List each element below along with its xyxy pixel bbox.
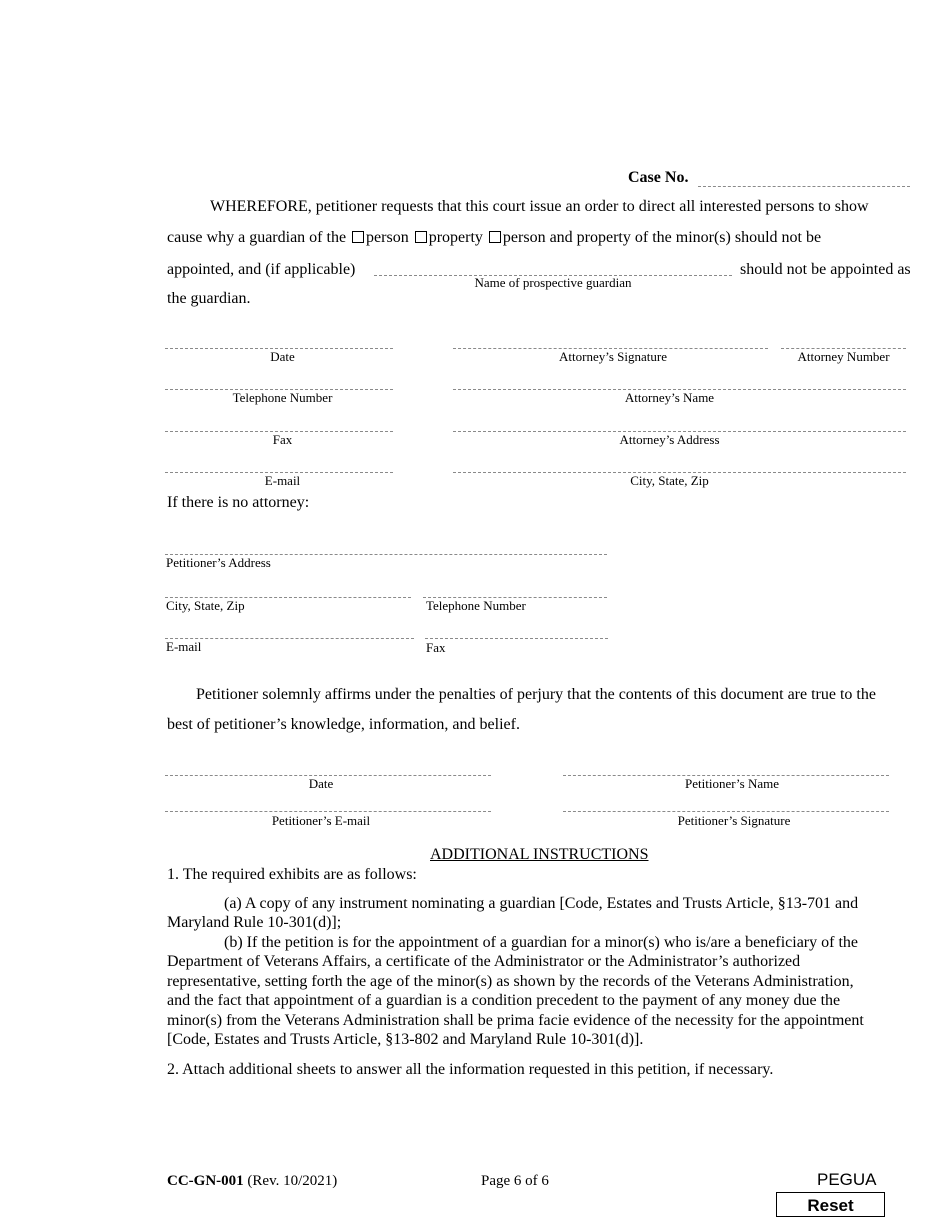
email-input[interactable] <box>165 457 393 471</box>
petitioner-telephone-input[interactable] <box>423 582 607 596</box>
petitioner-fax-underline <box>425 638 608 639</box>
signature-petitioner-email-input[interactable] <box>165 796 491 810</box>
instructions-item-1b-line-3: representative, setting forth the age of the minor(s) as shown by the records of the Veterans Administration, <box>167 973 854 990</box>
wherefore-line-3-prefix: appointed, and (if applicable) <box>167 261 356 278</box>
instructions-item-1b-line-1: (b) If the petition is for the appointment of a guardian for a minor(s) who is/are a beneficiary of the <box>224 934 858 951</box>
telephone-input[interactable] <box>165 374 393 388</box>
wherefore-line-1: WHEREFORE, petitioner requests that this court issue an order to direct all interested persons to show <box>210 198 869 215</box>
instructions-item-1a-line-2: Maryland Rule 10-301(d)]; <box>167 914 342 931</box>
instructions-item-1b-line-6: [Code, Estates and Trusts Article, §13-802 and Maryland Rule 10-301(d)]. <box>167 1031 644 1048</box>
form-id: CC-GN-001 <box>167 1173 244 1189</box>
page-number: Page 6 of 6 <box>481 1173 549 1189</box>
instructions-item-1b-line-2: Department of Veterans Affairs, a certificate of the Administrator or the Administrator’s authorized <box>167 953 801 970</box>
attorney-signature-input[interactable] <box>453 333 768 347</box>
case-no-underline <box>698 186 910 187</box>
petitioner-fax-input[interactable] <box>425 623 608 637</box>
petitioner-telephone-label: Telephone Number <box>426 598 526 613</box>
wherefore-line-4: the guardian. <box>167 290 251 307</box>
wherefore-line-2 <box>167 229 821 247</box>
instructions-item-2: 2. Attach additional sheets to answer all the information requested in this petition, if necessary. <box>167 1061 774 1078</box>
checkbox-person-and-property[interactable] <box>489 231 501 243</box>
attorney-name-label: Attorney’s Name <box>624 390 715 405</box>
form-revision: (Rev. 10/2021) <box>247 1173 338 1189</box>
petitioner-city-state-zip-input[interactable] <box>165 582 411 596</box>
option-both-label: person and property of the minor(s) should not be <box>502 229 822 246</box>
attorney-city-state-zip-input[interactable] <box>453 457 906 471</box>
instructions-title: ADDITIONAL INSTRUCTIONS <box>430 846 649 863</box>
petitioner-email-underline <box>165 638 414 639</box>
petitioner-city-state-zip-label: City, State, Zip <box>166 598 245 613</box>
petitioner-fax-label: Fax <box>426 640 446 655</box>
instructions-item-1: 1. The required exhibits are as follows: <box>167 866 417 883</box>
date-input[interactable] <box>165 333 393 347</box>
checkbox-person[interactable] <box>352 231 364 243</box>
reset-button[interactable]: Reset <box>776 1192 885 1217</box>
petitioner-address-label: Petitioner’s Address <box>166 555 271 570</box>
petitioner-signature-label: Petitioner’s Signature <box>677 813 791 828</box>
petitioner-signature-input[interactable] <box>563 796 889 810</box>
signature-petitioner-email-underline <box>165 811 491 812</box>
checkbox-property[interactable] <box>415 231 427 243</box>
attorney-signature-label: Attorney’s Signature <box>559 349 667 364</box>
instructions-item-1b-line-5: minor(s) from the Veterans Administration shall be prima facie evidence of the necessity for the appointment <box>167 1012 864 1029</box>
affirmation-line-2: best of petitioner’s knowledge, information, and belief. <box>167 716 520 733</box>
affirmation-line-1: Petitioner solemnly affirms under the penalties of perjury that the contents of this document are true to the <box>196 686 876 703</box>
instructions-item-1b-line-4: and the fact that appointment of a guardian is a condition precedent to the payment of any money due the <box>167 992 841 1009</box>
attorney-number-input[interactable] <box>781 333 906 347</box>
petitioner-signature-underline <box>563 811 889 812</box>
wherefore-line-2-prefix: cause why a guardian of the <box>167 229 347 246</box>
petitioner-email-input[interactable] <box>165 623 414 637</box>
telephone-label: Telephone Number <box>232 390 333 405</box>
petitioner-name-label: Petitioner’s Name <box>685 776 779 791</box>
wherefore-line-3-suffix: should not be appointed as <box>740 261 911 278</box>
petitioner-name-input[interactable] <box>563 760 889 774</box>
petitioner-address-input[interactable] <box>165 539 607 553</box>
fax-input[interactable] <box>165 416 393 430</box>
form-code: PEGUA <box>817 1170 877 1189</box>
footer-form-id <box>167 1173 337 1190</box>
option-person-label: person <box>366 229 409 246</box>
no-attorney-heading: If there is no attorney: <box>167 494 310 511</box>
case-no-label: Case No. <box>628 169 689 186</box>
attorney-city-state-zip-label: City, State, Zip <box>630 473 709 488</box>
attorney-number-label: Attorney Number <box>797 349 890 364</box>
attorney-name-input[interactable] <box>453 374 906 388</box>
attorney-address-label: Attorney’s Address <box>619 432 720 447</box>
fax-label: Fax <box>272 432 293 447</box>
prospective-guardian-label: Name of prospective guardian <box>474 275 632 290</box>
signature-date-input[interactable] <box>165 760 491 774</box>
prospective-guardian-name-input[interactable] <box>374 261 732 275</box>
petitioner-email-label: E-mail <box>166 639 202 654</box>
attorney-address-input[interactable] <box>453 416 906 430</box>
instructions-item-1a-line-1: (a) A copy of any instrument nominating a guardian [Code, Estates and Trusts Article, §13-701 and <box>224 895 859 912</box>
signature-date-label: Date <box>308 776 334 791</box>
case-no-input[interactable] <box>698 171 910 185</box>
email-label: E-mail <box>264 473 301 488</box>
option-property-label: property <box>428 229 483 246</box>
signature-petitioner-email-label: Petitioner’s E-mail <box>271 813 371 828</box>
date-label: Date <box>270 349 295 364</box>
